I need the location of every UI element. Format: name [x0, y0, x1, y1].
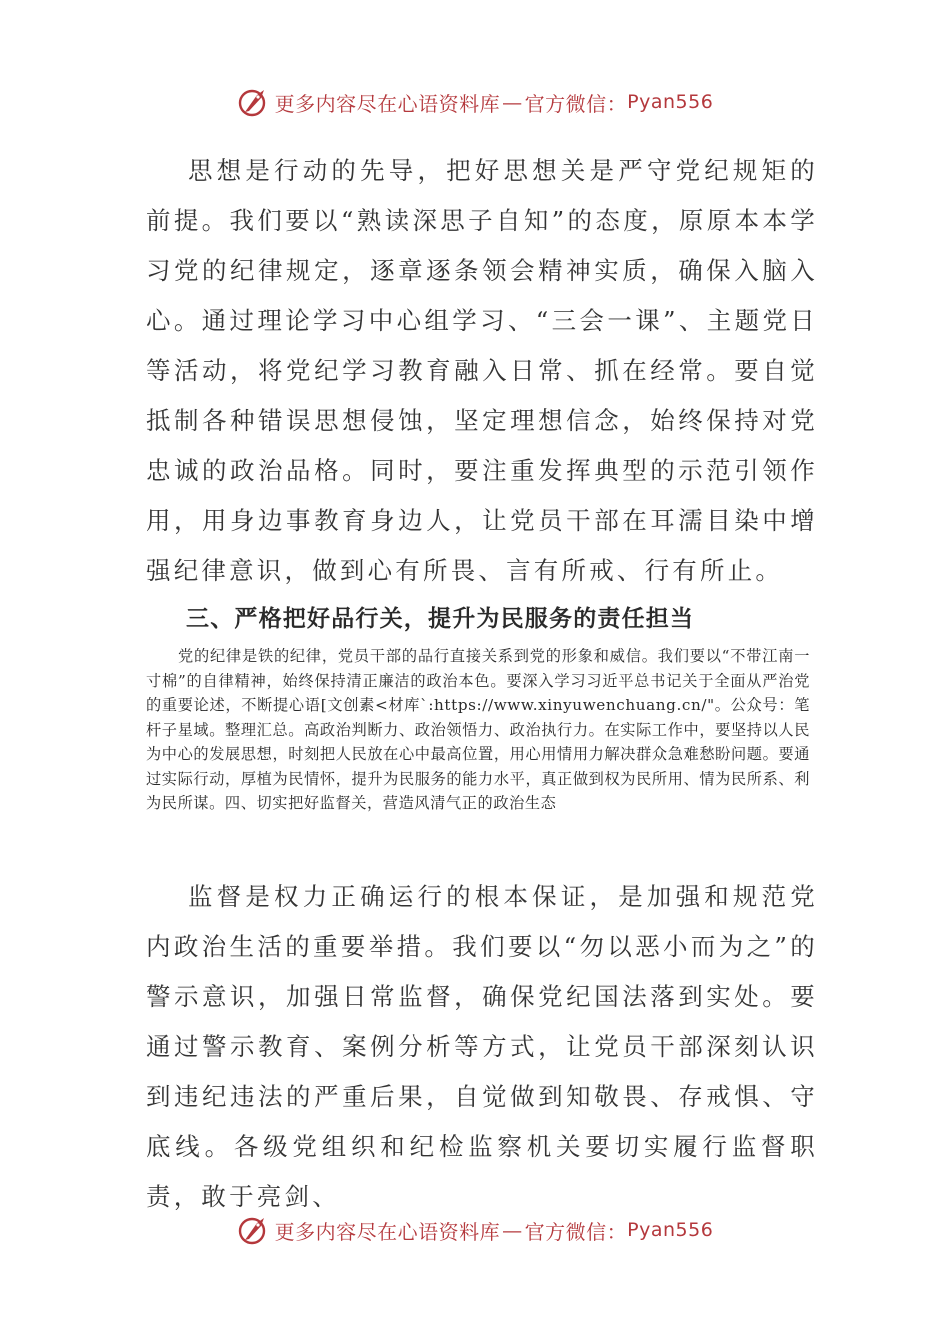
banner-official-label: 官方微信： [524, 91, 628, 116]
footer-banner [0, 1210, 950, 1250]
pen-nib-logo-icon [237, 1213, 271, 1247]
banner-wechat-id: Pyan556 [627, 91, 714, 113]
body-paragraph-3: 监督是权力正确运行的根本保证，是加强和规范党内政治生活的重要举措。我们要以“勿以恶小而为之”的警示意识，加强日常监督，确保党纪国法落到实处。要通过警示教育、案例分析等方式，让党员干部深刻认识到违纪违法的严重后果，自觉做到知敬畏、存戒惧、守底线。各级党组织和纪检监察机关要切实履行监督职责，敢于亮剑、 [146, 882, 818, 1211]
body-paragraph-2: 党的纪律是铁的纪律，党员干部的品行直接关系到党的形象和威信。我们要以“不带江南一寸棉”的自律精神，始终保持清正廉洁的政治本色。要深入学习习近平总书记关于全面从严治党的重要论述，不断提心语[文创素<材库`:https://www.xinyuwenchuang.cn/"。公众号：笔杆子星域。整理汇总。高政治判断力、政治领悟力、政治执行力。在实际工作中，要坚持以人民为中心的发展思想，时刻把人民放在心中最高位置，用心用情用力解决群众急难愁盼问题。要通过实际行动，厚植为民情怀，提升为民服务的能力水平，真正做到权为民所用、情为民所系、利为民所谋。四、切实把好监督关，营造风清气正的政治生态 [146, 647, 810, 812]
banner-dash: — [502, 1218, 523, 1242]
section-heading-3: 三、严格把好品行关，提升为民服务的责任担当 [186, 606, 695, 632]
pen-nib-logo-icon [237, 85, 271, 119]
header-banner [0, 82, 950, 122]
body-paragraph-1: 思想是行动的先导，把好思想关是严守党纪规矩的前提。我们要以“熟读深思子自知”的态度，原原本本学习党的纪律规定，逐章逐条领会精神实质，确保入脑入心。通过理论学习中心组学习、“三会一课”、主题党日等活动，将党纪学习教育融入日常、抓在经常。要自觉抵制各种错误思想侵蚀，坚定理想信念，始终保持对党忠诚的政治品格。同时，要注重发挥典型的示范引领作用，用身边事教育身边人，让党员干部在耳濡目染中增强纪律意识，做到心有所畏、言有所戒、行有所止。 [146, 156, 818, 585]
banner-brand-text: 更多内容尽在心语资料库 [274, 91, 501, 116]
banner-official-label: 官方微信： [524, 1219, 628, 1244]
banner-dash: — [502, 90, 523, 114]
banner-wechat-id: Pyan556 [627, 1219, 714, 1241]
banner-brand-text: 更多内容尽在心语资料库 [274, 1219, 501, 1244]
